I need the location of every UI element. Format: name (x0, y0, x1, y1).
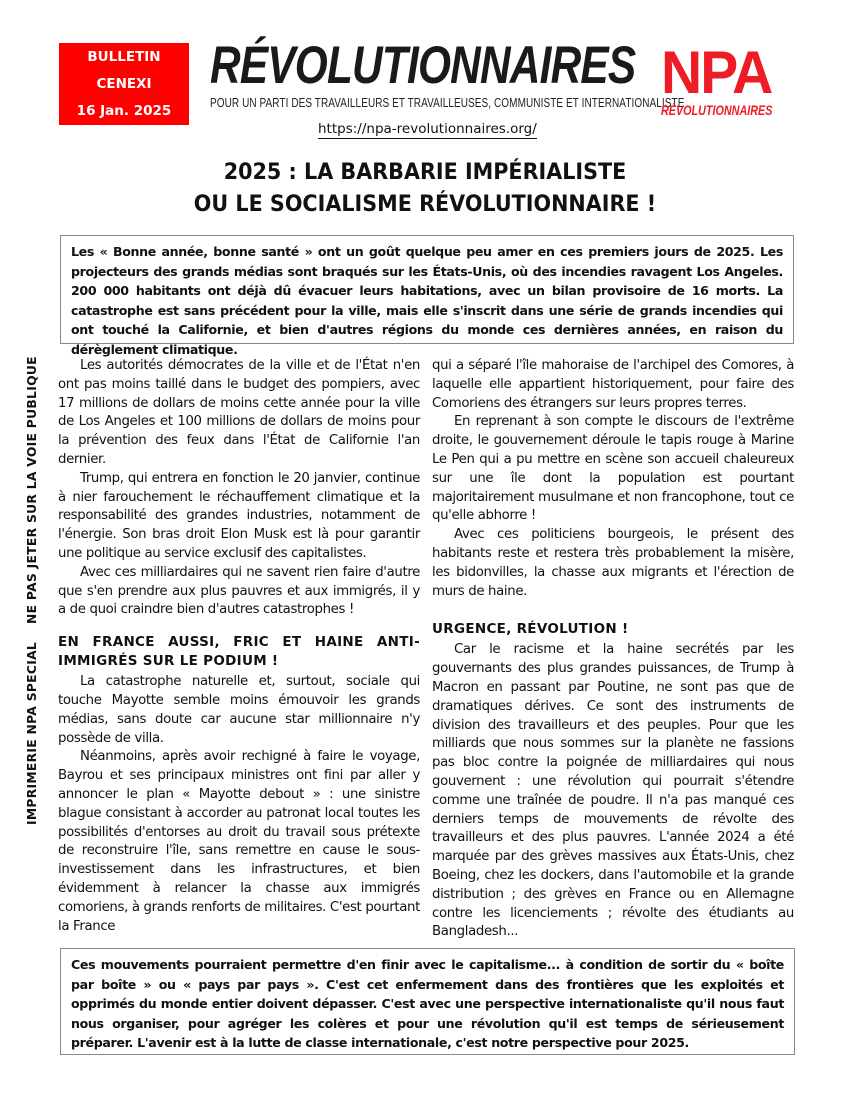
headline-line-1: 2025 : LA BARBARIE IMPÉRIALISTE (223, 159, 627, 185)
npa-logo-main: NPA (661, 39, 772, 106)
paragraph: Trump, qui entrera en fonction le 20 janvier, continue à nier farouchement le réchauffement climatique et la responsabilité des grandes industries, notamment de l'énergie. Son bras droit Elon Musk est là pour garantir une politique au service exclusif des capitalistes. (58, 470, 420, 561)
page-title (0, 156, 850, 220)
intro-box: Les « Bonne année, bonne santé » ont un goût quelque peu amer en ces premiers jours de 2025. Les projecteurs des grands médias sont braqués sur les États-Unis, où des incendies ravagent Los Angeles. 200 000 habitants ont déjà dû évacuer leurs habitations, avec un bilan provisoire de 16 morts. La catastrophe est sans précédent pour la ville, mais elle s'inscrit dans une série de grands incendies qui ont touché la Californie, et bien d'autres régions du monde ces dernières années, en raison du dérèglement climatique. (60, 235, 794, 344)
litter-notice: NE PAS JETER SUR LA VOIE PUBLIQUE (25, 356, 39, 624)
section-heading: URGENCE, RÉVOLUTION ! (432, 621, 629, 638)
paragraph: qui a séparé l'île mahoraise de l'archipel des Comores, à laquelle elle appartient historiquement, pour faire des Comoriens des étrangers sur leurs propres terres. (432, 358, 794, 411)
bulletin-badge (59, 43, 189, 125)
headline-line-2: OU LE SOCIALISME RÉVOLUTIONNAIRE ! (193, 191, 657, 217)
masthead (210, 36, 685, 110)
website-link[interactable]: https://npa-revolutionnaires.org/ (318, 121, 537, 137)
badge-company: CENEXI (96, 76, 152, 92)
sidebar-vertical-text (25, 356, 39, 825)
paragraph: Les autorités démocrates de la ville et de l'État n'en ont pas moins taillé dans le budget des pompiers, avec 17 millions de dollars de moins cette année pour la ville de Los Angeles et 100 millions de dollars de moins pour la prévention des feux dans l'État de Californie l'an dernier. (58, 358, 420, 467)
paragraph: En reprenant à son compte le discours de l'extrême droite, le gouvernement déroule le tapis rouge à Marine Le Pen qui a pu mettre en scène son accueil chaleureux sur une île dont la population est pourtant majoritairement musulmane et non francophone, tout ce qu'elle abhorre ! (432, 414, 794, 524)
section-heading: EN FRANCE AUSSI, FRIC ET HAINE ANTI-IMMIGRÉS SUR LE PODIUM ! (58, 634, 420, 670)
paragraph: Avec ces milliardaires qui ne savent rien faire d'autre que s'en prendre aux plus pauvres et aux immigrés, il y a de quoi craindre bien d'autres catastrophes ! (58, 564, 420, 618)
printer-label: IMPRIMERIE NPA SPECIAL (25, 641, 39, 825)
paragraph: Néanmoins, après avoir rechigné à faire le voyage, Bayrou et ses principaux ministres ont fini par aller y annoncer le plan « Mayotte debout » : une sinistre blague consistant à accorder au patronat local toutes les possibilités d'entorses au droit du travail sous prétexte de reconstruire l'île, sans remettre en cause le sous-investissement dans les infrastructures, et bien évidemment à relancer la chasse aux immigrés comoriens, à grands renforts de militaires. C'est pourtant la France (58, 749, 420, 934)
npa-logo (661, 39, 776, 118)
masthead-tagline: POUR UN PARTI DES TRAVAILLEURS ET TRAVAILLEUSES, COMMUNISTE ET INTERNATIONALISTE (210, 96, 685, 110)
paragraph: La catastrophe naturelle et, surtout, sociale qui touche Mayotte semble moins émouvoir les grands médias, sans doute car aucune star millionnaire n'y possède de villa. (58, 674, 420, 746)
badge-date: 16 Jan. 2025 (76, 103, 172, 119)
masthead-title: RÉVOLUTIONNAIRES (210, 36, 636, 95)
paragraph: Avec ces politiciens bourgeois, le présent des habitants reste et restera très probablement la misère, les bidonvilles, la chasse aux migrants et l'érection de murs de haine. (432, 527, 794, 599)
badge-title: BULLETIN (87, 49, 161, 65)
conclusion-box: Ces mouvements pourraient permettre d'en finir avec le capitalisme... à condition de sortir du « boîte par boîte » ou « pays par pays ». C'est cet enfermement dans des frontières que les exploités et opprimés du monde entier doivent dépasser. C'est avec une perspective internationaliste qu'il nous faut nous organiser, pour agréger les colères et pour une révolution qu'il est temps de sérieusement préparer. L'avenir est à la lutte de classe internationale, c'est notre perspective pour 2025. (60, 948, 795, 1055)
article-column-right (432, 357, 794, 942)
npa-logo-sub: RÉVOLUTIONNAIRES (661, 102, 773, 118)
article-column-left (58, 357, 420, 936)
paragraph: Car le racisme et la haine secrétés par les gouvernants des plus grandes puissances, de Trump à Macron en passant par Poutine, ne sont pas que de dramatiques dérives. Ce sont des instruments de division des travailleurs et des peuples. Pour que les milliards que nous sommes sur la planète ne fassions pas bloc contre la poignée de milliardaires qui nous gouvernent : une révolution qui pourrait s'étendre comme une traînée de poudre. Il n'a pas manqué ces derniers temps de mouvements de révolte des travailleurs et des plus pauvres. L'année 2024 a été marquée par des grèves massives aux États-Unis, chez Boeing, chez les dockers, dans l'automobile et la grande distribution ; des grèves en France ou en Allemagne contre les licenciements ; révolte des étudiants au Bangladesh... (432, 642, 794, 940)
